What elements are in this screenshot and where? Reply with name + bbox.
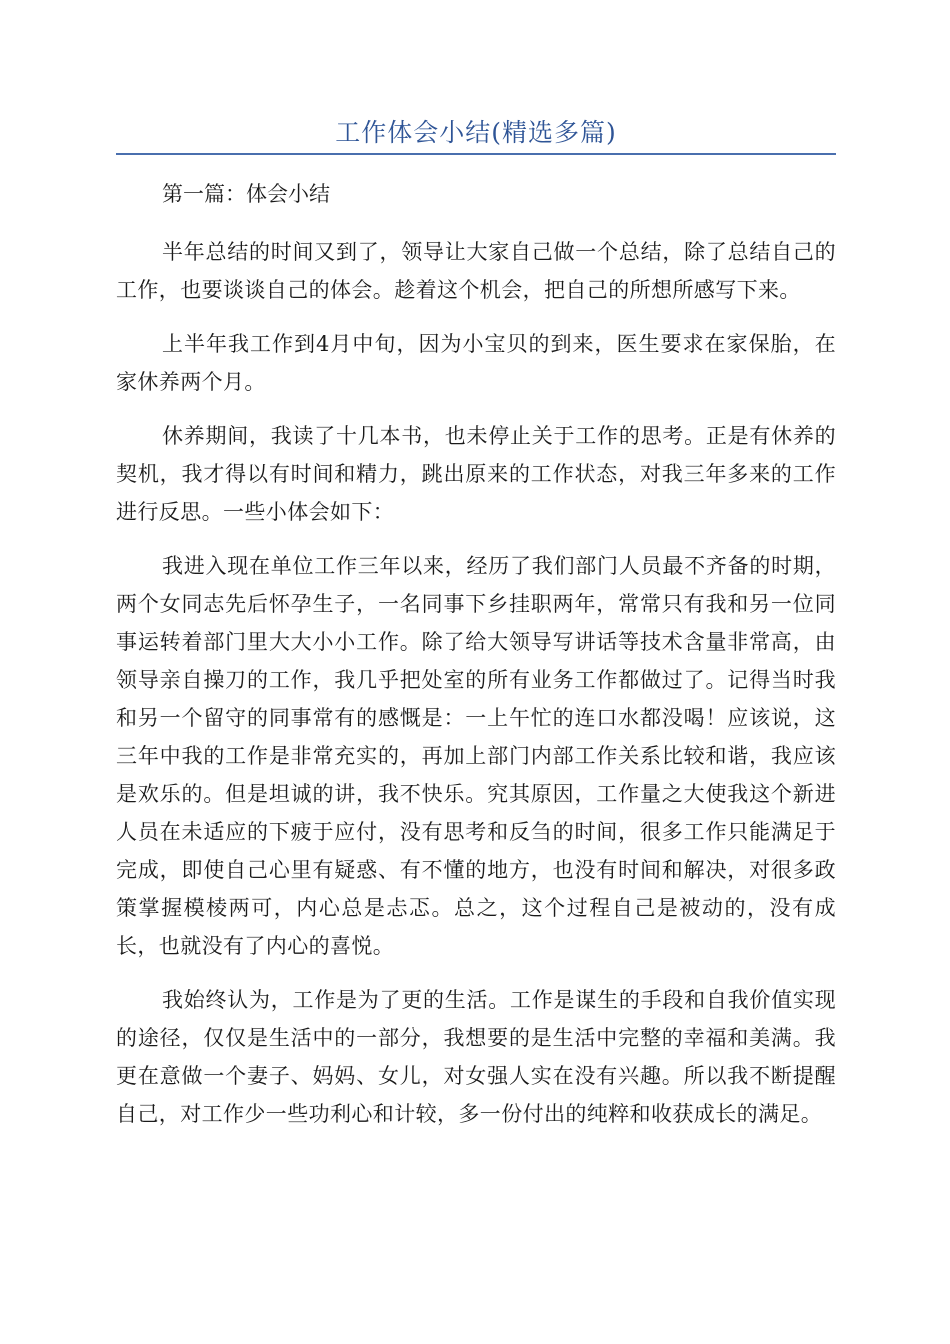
document-title: 工作体会小结(精选多篇) [335, 118, 617, 147]
paragraph: 休养期间，我读了十几本书，也未停止关于工作的思考。正是有休养的契机，我才得以有时间和精力，跳出原来的工作状态，对我三年多来的工作进行反思。一些小体会如下： [116, 424, 836, 524]
title-underline [116, 153, 836, 155]
paragraph: 我始终认为，工作是为了更的生活。工作是谋生的手段和自我价值实现的途径，仅仅是生活中的一部分，我想要的是生活中完整的幸福和美满。我更在意做一个妻子、妈妈、女儿，对女强人实在没有兴趣。所以我不断提醒自己，对工作少一些功利心和计较，多一份付出的纯粹和收获成长的满足。 [116, 988, 836, 1126]
paragraph: 上半年我工作到4月中旬，因为小宝贝的到来，医生要求在家保胎，在家休养两个月。 [116, 332, 836, 394]
paragraph: 半年总结的时间又到了，领导让大家自己做一个总结，除了总结自己的工作，也要谈谈自己的体会。趁着这个机会，把自己的所想所感写下来。 [116, 240, 836, 302]
section-heading: 第一篇：体会小结 [162, 182, 330, 206]
document-body [116, 175, 836, 1149]
paragraph: 我进入现在单位工作三年以来，经历了我们部门人员最不齐备的时期，两个女同志先后怀孕生子，一名同事下乡挂职两年，常常只有我和另一位同事运转着部门里大大小小工作。除了给大领导写讲话等技术含量非常高，由领导亲自操刀的工作，我几乎把处室的所有业务工作都做过了。记得当时我和另一个留守的同事常有的感慨是：一上午忙的连口水都没喝！应该说，这三年中我的工作是非常充实的，再加上部门内部工作关系比较和谐，我应该是欢乐的。但是坦诚的讲，我不快乐。究其原因，工作量之大使我这个新进人员在未适应的下疲于应付，没有思考和反刍的时间，很多工作只能满足于完成，即使自己心里有疑惑、有不懂的地方，也没有时间和解决，对很多政策掌握模棱两可，内心总是忐忑。总之，这个过程自己是被动的，没有成长，也就没有了内心的喜悦。 [116, 554, 836, 958]
